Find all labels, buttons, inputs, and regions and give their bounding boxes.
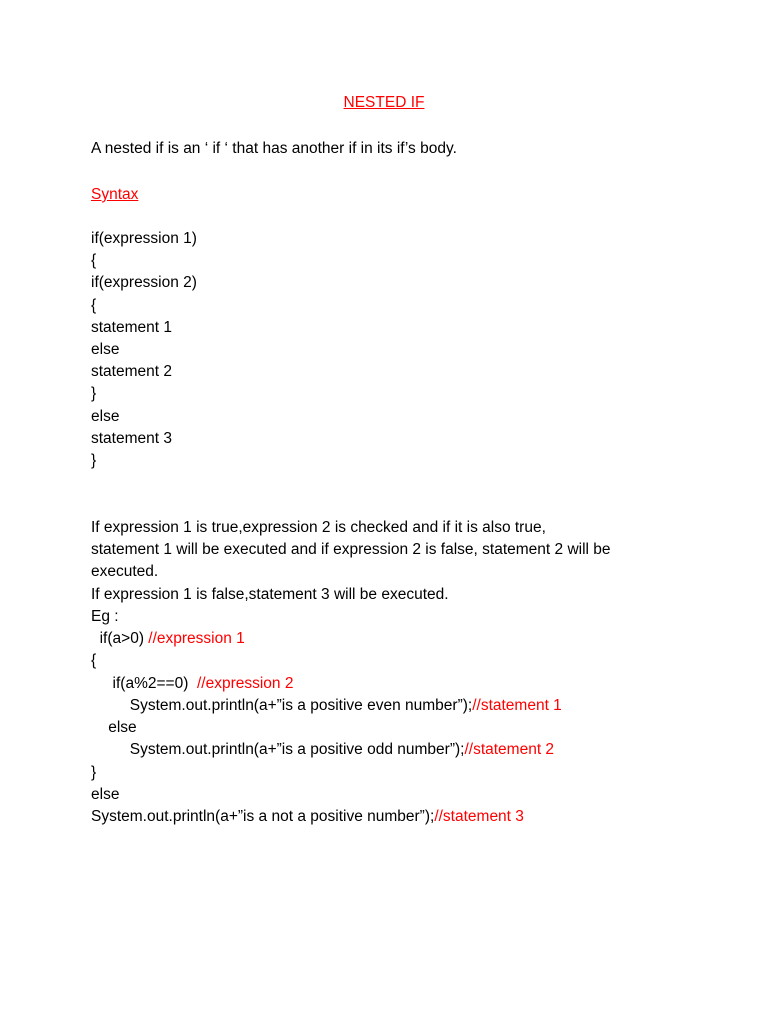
example-line [91, 717, 137, 739]
syntax-line: } [91, 452, 97, 469]
syntax-line: else [91, 408, 120, 425]
example-comment: //expression 2 [196, 675, 294, 692]
example-comment: //statement 2 [464, 741, 555, 758]
explanation-line: statement 1 will be executed and if expression 2 is false, statement 2 will be [91, 541, 611, 558]
example-code: System.out.println(a+”is a positive odd number”); [91, 741, 465, 758]
example-line [91, 650, 96, 672]
example-line [91, 628, 245, 650]
definition-text: A nested if is an ‘ if ‘ that has another if in its if’s body. [91, 140, 457, 157]
syntax-line: statement 3 [91, 430, 172, 447]
example-line [91, 695, 562, 717]
example-code: System.out.println(a+”is a not a positive number”); [91, 808, 435, 825]
syntax-line: else [91, 341, 120, 358]
syntax-line: { [91, 252, 97, 269]
example-line [91, 673, 293, 695]
explanation-line: If expression 1 is false,statement 3 will be executed. [91, 586, 449, 603]
syntax-line: if(expression 1) [91, 230, 197, 247]
example-code: System.out.println(a+”is a positive even number”); [91, 697, 473, 714]
example-label: Eg : [91, 608, 119, 625]
example-line [91, 806, 524, 828]
example-code: { [91, 652, 97, 669]
explanation-line: executed. [91, 563, 159, 580]
syntax-line: } [91, 385, 97, 402]
example-line [91, 762, 96, 784]
example-code: else [91, 719, 137, 736]
explanation-line: If expression 1 is true,expression 2 is checked and if it is also true, [91, 519, 546, 536]
example-comment: //statement 1 [472, 697, 562, 714]
syntax-line: statement 2 [91, 363, 172, 380]
example-code: } [91, 764, 97, 781]
syntax-line: if(expression 2) [91, 274, 197, 291]
example-code: if(a%2==0) [91, 675, 197, 692]
example-line [91, 784, 119, 806]
syntax-heading: Syntax [91, 186, 139, 203]
syntax-line: statement 1 [91, 319, 172, 336]
example-code: if(a>0) [91, 630, 149, 647]
example-comment: //expression 1 [148, 630, 245, 647]
page-title: NESTED IF [343, 94, 425, 111]
example-code: else [91, 786, 120, 803]
syntax-line: { [91, 297, 97, 314]
example-line [91, 739, 554, 761]
example-comment: //statement 3 [434, 808, 524, 825]
